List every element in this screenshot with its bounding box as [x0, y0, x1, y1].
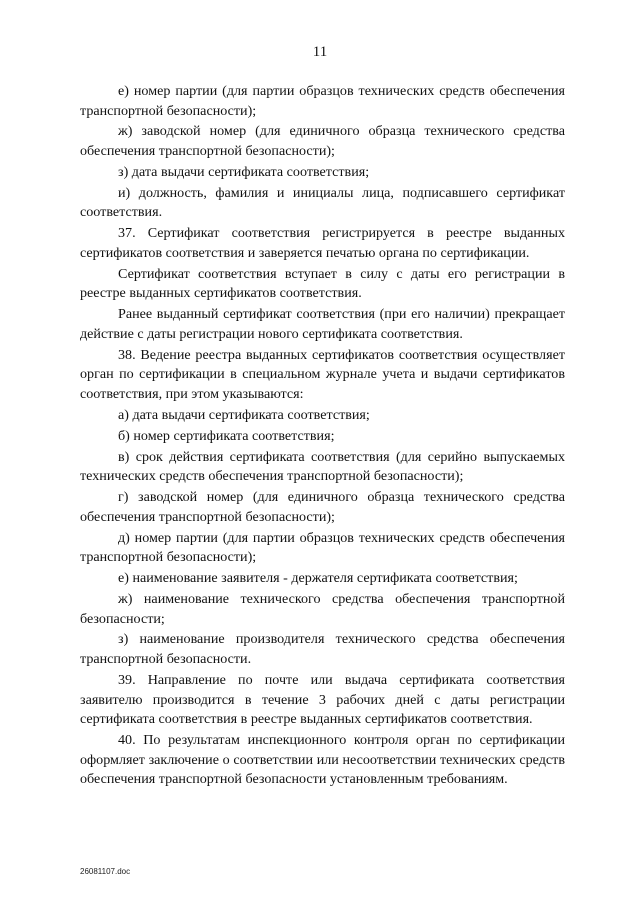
page-number: 11 [312, 44, 328, 60]
paragraph-39: 39. Направление по почте или выдача сертификата соответствия заявителю производится в течение 3 рабочих дней с даты регистрации сертификата соответствия в реестре выданных сертификатов соответствия. [80, 671, 565, 728]
paragraph-38-zh: ж) наименование технического средства обеспечения транспортной безопасности; [80, 591, 565, 627]
paragraph-38-v: в) срок действия сертификата соответствия (для серийно выпускаемых технических средств обеспечения транспортной безопасности); [80, 448, 565, 485]
paragraph-38-d: д) номер партии (для партии образцов технических средств обеспечения транспортной безопасности); [80, 529, 565, 566]
paragraph-38: 38. Ведение реестра выданных сертификатов соответствия осуществляет орган по сертификации в специальном журнале учета и выдачи сертификатов соответствия, при этом указываются: [80, 346, 565, 402]
paragraph-38-g: г) заводской номер (для единичного образца технического средства обеспечения транспортной безопасности); [80, 489, 565, 525]
paragraph-37: 37. Сертификат соответствия регистрируется в реестре выданных сертификатов соответствия и заверяется печатью органа по сертификации. [80, 225, 565, 261]
paragraph-38-a: а) дата выдачи сертификата соответствия; [118, 406, 370, 423]
paragraph-38-e: е) наименование заявителя - держателя сертификата соответствия; [118, 570, 518, 587]
paragraph-37-previous: Ранее выданный сертификат соответствия (при его наличии) прекращает действие с даты регистрации нового сертификата соответствия. [80, 306, 565, 342]
paragraph-zh-serial-number: ж) заводской номер (для единичного образца технического средства обеспечения транспортной безопасности); [80, 123, 565, 160]
paragraph-e-batch-number: е) номер партии (для партии образцов технических средств обеспечения транспортной безопасности); [80, 83, 565, 119]
paragraph-i-signatory: и) должность, фамилия и инициалы лица, подписавшего сертификат соответствия. [80, 184, 565, 221]
paragraph-z-issue-date: з) дата выдачи сертификата соответствия; [118, 163, 370, 180]
paragraph-38-z: з) наименование производителя технического средства обеспечения транспортной безопасности. [80, 631, 565, 668]
paragraph-38-b: б) номер сертификата соответствия; [118, 427, 335, 444]
paragraph-37-effective: Сертификат соответствия вступает в силу с даты его регистрации в реестре выданных сертификатов соответствия. [80, 265, 565, 302]
file-name-footer: 26081107.doc [80, 867, 131, 876]
document-body [80, 82, 565, 790]
paragraph-40: 40. По результатам инспекционного контроля орган по сертификации оформляет заключение о соответствии или несоответствии технических средств обеспечения транспортной безопасности установленным требованиям. [80, 732, 565, 788]
